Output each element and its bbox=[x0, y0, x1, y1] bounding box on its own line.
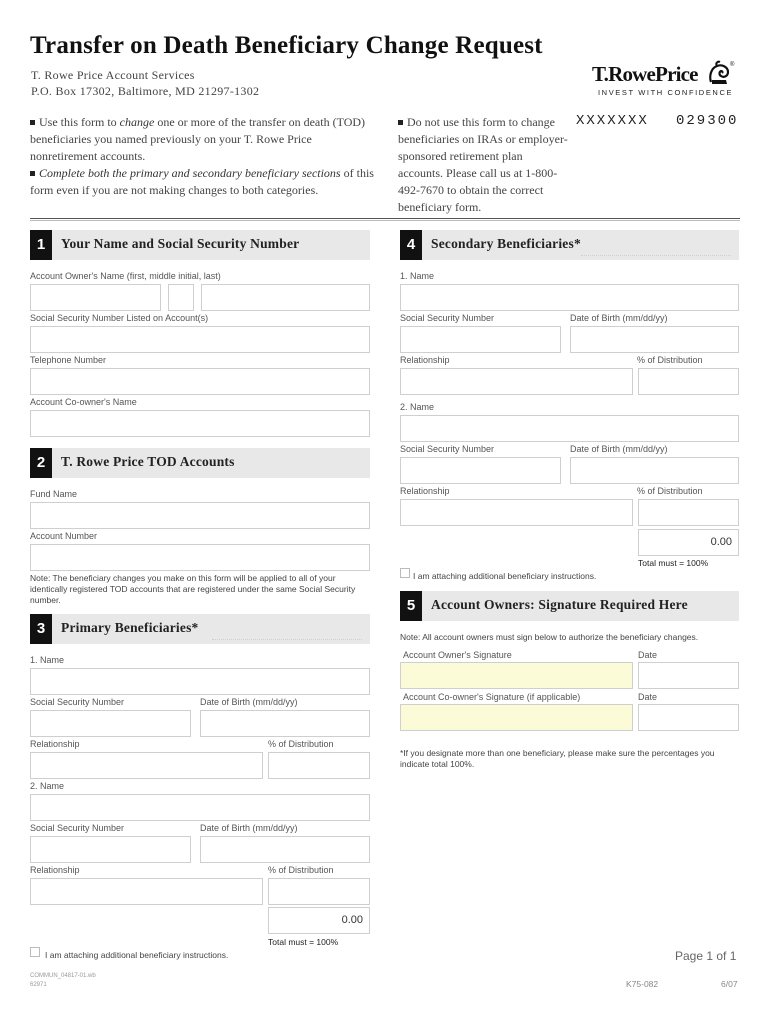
section-number: 4 bbox=[400, 230, 422, 260]
primary-dob-1-field[interactable] bbox=[200, 710, 370, 737]
secondary-name-1-label: 1. Name bbox=[400, 271, 435, 281]
secondary-ssn-2-field[interactable] bbox=[400, 457, 561, 484]
secondary-name-1-field[interactable] bbox=[400, 284, 739, 311]
section-title: Account Owners: Signature Required Here bbox=[431, 597, 688, 612]
phone-field[interactable] bbox=[30, 368, 370, 395]
section-number: 3 bbox=[30, 614, 52, 644]
account-number-field[interactable] bbox=[30, 544, 370, 571]
instruction-left-1: Use this form to change one or more of the transfer on death (TOD) beneficiaries you named previously on your T. Rowe Price nonretirement accounts. bbox=[30, 115, 366, 163]
fund-name-field[interactable] bbox=[30, 502, 370, 529]
secondary-total-note: Total must = 100% bbox=[638, 558, 709, 568]
form-date: 6/07 bbox=[721, 979, 738, 989]
header-divider bbox=[30, 218, 740, 219]
primary-pct-2-field[interactable] bbox=[268, 878, 370, 905]
secondary-dob-1-label: Date of Birth (mm/dd/yy) bbox=[570, 313, 668, 323]
section-5-note: Note: All account owners must sign below to authorize the beneficiary changes. bbox=[400, 632, 699, 642]
primary-name-1-field[interactable] bbox=[30, 668, 370, 695]
primary-dob-2-label: Date of Birth (mm/dd/yy) bbox=[200, 823, 298, 833]
secondary-total-field[interactable]: 0.00 bbox=[638, 529, 739, 556]
header-divider-thin bbox=[30, 220, 740, 221]
coowner-name-label: Account Co-owner's Name bbox=[30, 397, 137, 407]
owner-date-label: Date bbox=[638, 650, 658, 660]
secondary-ssn-1-field[interactable] bbox=[400, 326, 561, 353]
owner-last-name-field[interactable] bbox=[201, 284, 370, 311]
owner-signature-label: Account Owner's Signature bbox=[403, 650, 512, 660]
section-2-note: Note: The beneficiary changes you make on this form will be applied to all of your identically registered TOD accounts that are registered under the same Social Security number. bbox=[30, 573, 356, 605]
secondary-ssn-2-label: Social Security Number bbox=[400, 444, 495, 454]
phone-label: Telephone Number bbox=[30, 355, 107, 365]
address-line-2: P.O. Box 17302, Baltimore, MD 21297-1302 bbox=[31, 84, 260, 98]
internal-code-1: COMMUN_04817-01.wb bbox=[30, 973, 96, 979]
section-title: Your Name and Social Security Number bbox=[61, 236, 300, 251]
account-number-label: Account Number bbox=[30, 531, 98, 541]
primary-ssn-1-field[interactable] bbox=[30, 710, 191, 737]
primary-name-2-label: 2. Name bbox=[30, 781, 65, 791]
primary-relationship-1-field[interactable] bbox=[30, 752, 263, 779]
dotted-rule bbox=[212, 638, 362, 640]
logo-tagline: INVEST WITH CONFIDENCE bbox=[598, 88, 734, 97]
ram-icon bbox=[706, 60, 735, 86]
section-title: Primary Beneficiaries* bbox=[61, 620, 199, 635]
fund-name-label: Fund Name bbox=[30, 489, 78, 499]
owner-middle-initial-field[interactable] bbox=[168, 284, 194, 311]
owner-first-name-field[interactable] bbox=[30, 284, 161, 311]
secondary-relationship-1-label: Relationship bbox=[400, 355, 450, 365]
primary-total-note: Total must = 100% bbox=[268, 937, 339, 947]
distribution-footnote: *If you designate more than one beneficiary, please make sure the percentages you indicate total 100%. bbox=[400, 748, 715, 769]
secondary-name-2-field[interactable] bbox=[400, 415, 739, 442]
secondary-relationship-2-label: Relationship bbox=[400, 486, 450, 496]
page-title: Transfer on Death Beneficiary Change Request bbox=[30, 32, 543, 59]
coowner-date-label: Date bbox=[638, 692, 658, 702]
internal-code-2: 62971 bbox=[30, 982, 47, 988]
section-number: 2 bbox=[30, 448, 52, 478]
secondary-dob-2-label: Date of Birth (mm/dd/yy) bbox=[570, 444, 668, 454]
section-5-header bbox=[400, 591, 739, 621]
secondary-attach-checkbox[interactable] bbox=[400, 568, 410, 578]
secondary-dob-2-field[interactable] bbox=[570, 457, 739, 484]
secondary-pct-1-field[interactable] bbox=[638, 368, 739, 395]
page-number: Page 1 of 1 bbox=[675, 949, 737, 963]
coowner-signature-label: Account Co-owner's Signature (if applicable) bbox=[403, 692, 581, 702]
secondary-pct-2-field[interactable] bbox=[638, 499, 739, 526]
secondary-name-2-label: 2. Name bbox=[400, 402, 435, 412]
coowner-name-field[interactable] bbox=[30, 410, 370, 437]
instruction-right-1a: Do not use this form to change beneficiaries on IRAs or employer-sponsored retirement plan accounts. Please call us at 1-800-492-7670 to obtain the correct beneficiary form. bbox=[398, 115, 568, 214]
owner-name-label: Account Owner's Name (first, middle initial, last) bbox=[30, 271, 221, 281]
secondary-attach-label: I am attaching additional beneficiary instructions. bbox=[413, 571, 597, 581]
primary-relationship-2-label: Relationship bbox=[30, 865, 80, 875]
primary-relationship-2-field[interactable] bbox=[30, 878, 263, 905]
company-logo bbox=[592, 60, 742, 100]
dotted-rule bbox=[581, 254, 731, 256]
section-number: 1 bbox=[30, 230, 52, 260]
secondary-relationship-1-field[interactable] bbox=[400, 368, 633, 395]
form-number: K75-082 bbox=[626, 979, 659, 989]
primary-pct-1-field[interactable] bbox=[268, 752, 370, 779]
section-title: Secondary Beneficiaries* bbox=[431, 236, 581, 251]
section-1-header bbox=[30, 230, 370, 260]
secondary-pct-1-label: % of Distribution bbox=[637, 355, 703, 365]
section-2-header bbox=[30, 448, 370, 478]
address-line-1: T. Rowe Price Account Services bbox=[31, 68, 195, 82]
primary-ssn-2-label: Social Security Number bbox=[30, 823, 125, 833]
owner-ssn-field[interactable] bbox=[30, 326, 370, 353]
bullet-icon bbox=[30, 120, 35, 125]
primary-dob-1-label: Date of Birth (mm/dd/yy) bbox=[200, 697, 298, 707]
owner-signature-date-field[interactable] bbox=[638, 662, 739, 689]
primary-name-2-field[interactable] bbox=[30, 794, 370, 821]
primary-ssn-2-field[interactable] bbox=[30, 836, 191, 863]
form-code-right: 029300 bbox=[676, 113, 739, 129]
section-4-header bbox=[400, 230, 739, 260]
secondary-ssn-1-label: Social Security Number bbox=[400, 313, 495, 323]
owner-signature-field[interactable] bbox=[400, 662, 633, 689]
primary-pct-1-label: % of Distribution bbox=[268, 739, 334, 749]
primary-relationship-1-label: Relationship bbox=[30, 739, 80, 749]
coowner-signature-field[interactable] bbox=[400, 704, 633, 731]
section-3-header bbox=[30, 614, 370, 644]
primary-name-1-label: 1. Name bbox=[30, 655, 65, 665]
instruction-left-2: Complete both the primary and secondary beneficiary sections of this form even if you are not making changes to both categories. bbox=[30, 166, 374, 197]
secondary-relationship-2-field[interactable] bbox=[400, 499, 633, 526]
primary-ssn-1-label: Social Security Number bbox=[30, 697, 125, 707]
primary-dob-2-field[interactable] bbox=[200, 836, 370, 863]
primary-attach-checkbox[interactable] bbox=[30, 947, 40, 957]
primary-pct-2-label: % of Distribution bbox=[268, 865, 334, 875]
section-title: T. Rowe Price TOD Accounts bbox=[61, 454, 235, 469]
form-code-left: XXXXXXX bbox=[576, 113, 649, 129]
logo-wordmark: T.RowePrice bbox=[592, 62, 698, 86]
bullet-icon bbox=[398, 120, 403, 125]
secondary-pct-2-label: % of Distribution bbox=[637, 486, 703, 496]
ssn-label: Social Security Number Listed on Account(s) bbox=[30, 313, 209, 323]
primary-attach-label: I am attaching additional beneficiary instructions. bbox=[45, 950, 229, 960]
primary-total-field[interactable]: 0.00 bbox=[268, 907, 370, 934]
registered-mark-icon: ® bbox=[730, 62, 735, 68]
bullet-icon bbox=[30, 171, 35, 176]
section-number: 5 bbox=[400, 591, 422, 621]
coowner-signature-date-field[interactable] bbox=[638, 704, 739, 731]
secondary-dob-1-field[interactable] bbox=[570, 326, 739, 353]
